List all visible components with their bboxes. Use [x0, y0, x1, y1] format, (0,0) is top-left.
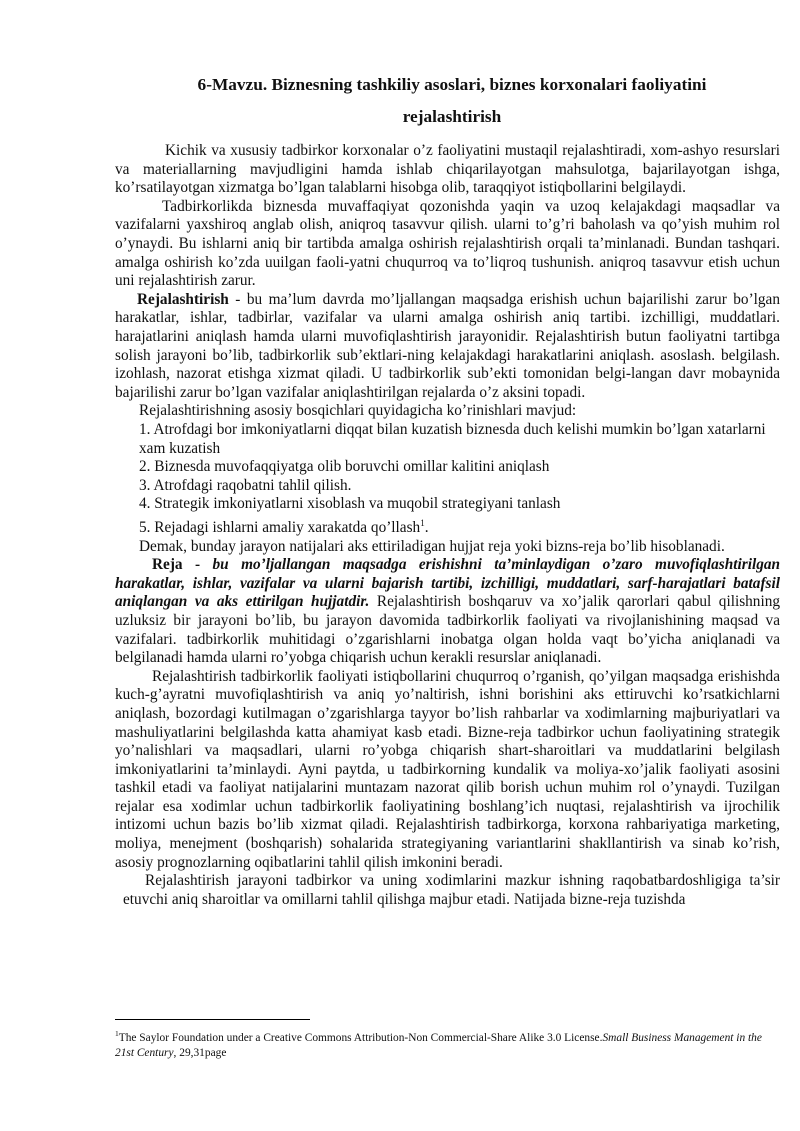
footnote-mark: 1: [115, 1029, 119, 1038]
reja-definition-text: bu mo’ljallangan maqsadga erishishni ta’minlaydigan o’zaro muvofiqlashtirilgan harakatlar, ishlar, vazifalar va ularni bajarish tartibi, izchilligi, muddatlari, sarf-harajatlari batafsil aniqlangan va aks ettirilgan hujjatdir.: [115, 556, 780, 611]
document-body: [115, 142, 780, 909]
list-item: 4. Strategik imkoniyatlarni xisoblash va muqobil strategiyani tanlash: [139, 495, 561, 513]
footnote-reference[interactable]: 1: [420, 517, 425, 528]
stages-list: [115, 402, 780, 556]
footnote: [115, 1026, 780, 1061]
footnote-source: The Saylor Foundation under a Creative Commons Attribution-Non Commercial-Share Alike 3.0 License.: [118, 1031, 603, 1044]
paragraph-reja-definition: [115, 556, 780, 668]
term-rejalashtirish: Rejalashtirish: [137, 290, 229, 308]
paragraph-planning-importance: Rejalashtirish tadbirkorlik faoliyati istiqbollarini chuqurroq o’rganish, qo’yilgan maqsadga erishishda kuch-g’ayratni muvofiqlashtirish va aniq yo’naltirish, ishni borishini aks ettiruvchi ko’rsatkichlarni aniqlash, bozordagi kutilmagan o’zgarishlarga tayyor bo’lish rahbarlar va xodimlarning majburiyatlari va mashuliyatlarini belgilashda katta ahamiyat kasb etadi. Bizne-reja tadbirkor uchun faoliyatining strategik yo’nalishlari va maqsadlari, ularni ro’yobga chiqarish shart-sharoitlari va muddatlarini belgilash imkoniyatlarini ta’minlaydi. Ayni paytda, u tadbirkorning kundalik va moliya-xo’jalik faoliyati asosini tashkil etadi va faoliyat natijalarini muntazam nazorat qilib borish uchun muhim rol o’ynaydi. Tuzilgan rejalar esa xodimlar uchun tadbirkorlik faoliyatining boshlang’ich nuqtasi, rejalashtirish va ijrochilik intizomi uchun bazis bo’lib xizmat qiladi. Rejalashtirish tadbirkorga, korxona rahbariyatiga marketing, moliya, menejment (boshqarish) sohalarida strategiyaning variantlarini shakllantirish va sinab ko’rish, asosiy prognozlarning oqibatlarini tahlil qilish imkonini beradi.: [115, 667, 780, 871]
list-item: 5. Rejadagi ishlarni amaliy xarakatda qo’llash: [139, 518, 421, 536]
term-reja: Reja -: [152, 556, 201, 574]
footnote-book-title: Small Business Management in the 21st Century: [115, 1031, 762, 1059]
page-title-line-2: rejalashtirish: [402, 107, 502, 126]
paragraph-rejalashtirish-definition: [115, 291, 780, 403]
footnote-divider: [115, 1019, 310, 1020]
definition-text: - bu ma’lum davrda mo’ljallangan maqsadga erishish uchun bajarilishi zarur bo’lgan harakatlar, ishlar, tadbirlar, vazifalar va ularni amalga oshirish aniq tartibi. izchilligi, muddatlari. harajatlarini aniqlash hamda ularni muvofiqlashtirish jarayonidir. Rejalashtirish butun faoliyatni tartibga solish jarayoni bo’lib, tadbirkorlik sub’ektlari-ning kelajakdagi harakatlarini aniqlash. asoslash. belgilash. izohlash, nazorat etishga xizmat qiladi. U tadbirkorlik sub’ekti tomonidan belgi-langan davr mobaynida bajarilishi zarur bo’lgan vazifalar aniqlashtirilgan rejalarda o’z aksini topadi.: [115, 290, 780, 401]
page-title-line-1: 6-Mavzu. Biznesning tashkiliy asoslari, biznes korxonalari faoliyatini: [197, 75, 707, 94]
stages-intro: Rejalashtirishning asosiy bosqichlari quyidagicha ko’rinishlari mavjud:: [139, 402, 577, 420]
paragraph-intro: Kichik va xususiy tadbirkor korxonalar o’z faoliyatini mustaqil rejalashtiradi, xom-ashyo resurslari va materiallarning mavjudligini hamda ishlab chiqarilayotgan mahsulotga, bajarilayotgan ishga, ko’rsatilayotgan xizmatga bo’lgan talablarni hisobga olib, taraqqiyot istiqbollarini belgilaydi.: [115, 142, 780, 197]
paragraph-planning-process: Rejalashtirish jarayoni tadbirkor va uning xodimlarini mazkur ishning raqobatbardoshligiga ta’sir etuvchi aniq sharoitlar va omillarni tahlil qilishga majbur etadi. Natijada bizne-reja tuzishda: [123, 872, 780, 908]
list-item-with-footnote: 5. Rejadagi ishlarni amaliy xarakatda qo’llash$^1$.: [139, 517, 429, 536]
reja-continuation-text: Rejalashtirish boshqaruv va xo’jalik qarorlari qabul qilishning uzluksiz bir jarayoni bo’lib, bu jarayon davomida tadbirkorlik faoliyati va rivojlanishining maqsad va vazifalari. tadbirkorlik muhitidagi o’zgarishlarni inobatga olgan holda vaqt bo’yicha aniqlanadi va belgilanadi hamda ularni ro’yobga chiqarish uchun kerakli resurslar aniqlanadi.: [115, 593, 781, 667]
list-item: 2. Biznesda muvofaqqiyatga olib boruvchi omillar kalitini aniqlash: [139, 458, 550, 476]
list-item: 3. Atrofdagi raqobatni tahlil qilish.: [139, 476, 352, 494]
summary-text: Demak, bunday jarayon natijalari aks ettiriladigan hujjat reja yoki bizns-reja bo’lib hisoblanadi.: [139, 537, 725, 555]
list-item: 1. Atrofdagi bor imkoniyatlarni diqqat bilan kuzatish biznesda duch kelishi mumkin bo’lgan xatarlarni xam kuzatish: [139, 420, 766, 457]
footnote-pages: , 29,31page: [173, 1046, 227, 1059]
paragraph-success: Tadbirkorlikda biznesda muvaffaqiyat qozonishda yaqin va uzoq kelajakdagi maqsadlar va vazifalarni yaxshiroq anglab olish, aniqroq tasavvur qilish. ularni to’g’ri baholash va qo’yish muhim rol o’ynaydi. Bu ishlarni aniq bir tartibda amalga oshirish rejalashtirish orqali ta’minlanadi. Bundan tashqari. amalga oshirish ko’zda uuilgan faoli-yatni chuqurroq va to’liqroq tushunish. aniqroq tasavvur etish uchun uni rejalashtirish zarur.: [115, 197, 780, 290]
